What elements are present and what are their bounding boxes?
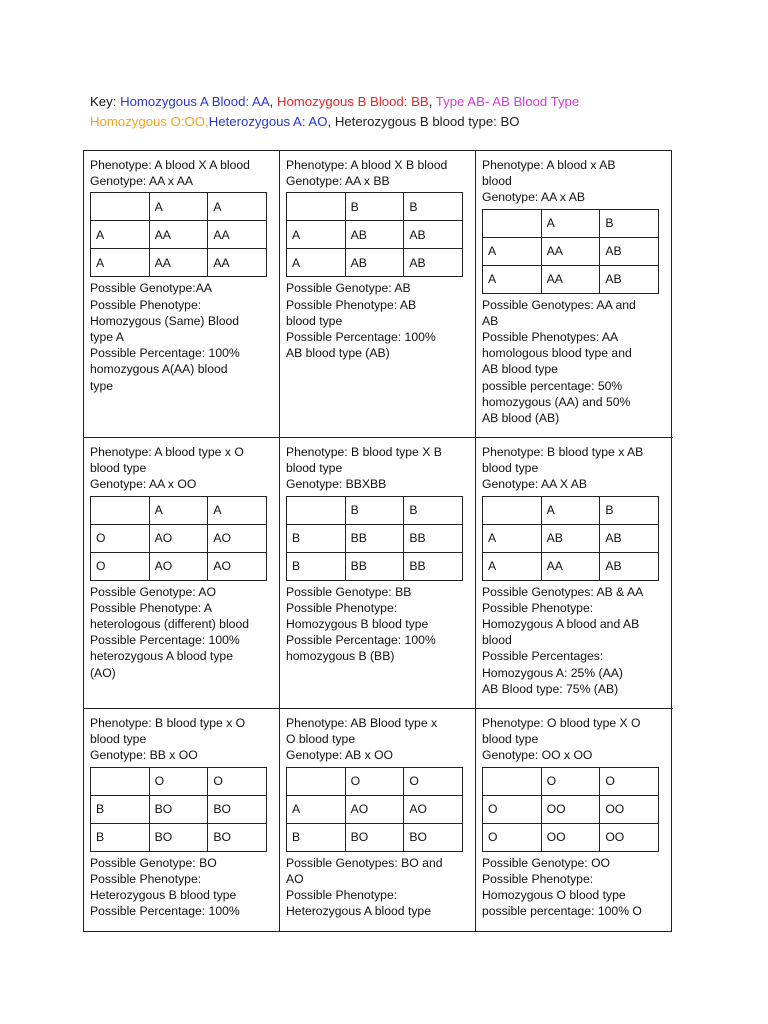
punnett-cell: BB: [345, 524, 404, 552]
punnett-row: [287, 795, 463, 823]
punnett-row: [91, 193, 267, 221]
punnett-cell: B: [345, 496, 404, 524]
punnett-cell: AA: [208, 249, 267, 277]
punnett-cell: B: [404, 496, 463, 524]
punnett-cell: O: [541, 767, 600, 795]
cross-heading: Phenotype: B blood type x AB blood type Genotype: AA X AB: [482, 445, 644, 492]
cross-cell: [476, 438, 673, 709]
punnett-cell: AB: [541, 524, 600, 552]
punnett-cell: [287, 193, 346, 221]
punnett-row: [483, 496, 659, 524]
punnett-row: [91, 552, 267, 580]
punnett-cell: AA: [149, 221, 208, 249]
punnett-square: [482, 767, 659, 852]
punnett-row: [287, 221, 463, 249]
punnett-cell: BO: [208, 795, 267, 823]
punnett-cell: A: [149, 193, 208, 221]
punnett-row: [91, 823, 267, 851]
punnett-cell: A: [541, 209, 600, 237]
punnett-cell: AB: [600, 524, 659, 552]
punnett-cell: AO: [345, 795, 404, 823]
punnett-cell: [287, 496, 346, 524]
cross-heading: Phenotype: A blood X A blood Genotype: AA x AA: [90, 158, 250, 189]
punnett-cell: A: [208, 193, 267, 221]
punnett-cell: A: [483, 524, 542, 552]
cross-results: Possible Genotype: BB Possible Phenotype: Homozygous B blood type Possible Percentage: 100% homozygous B (BB): [286, 584, 436, 664]
punnett-row: [91, 221, 267, 249]
key-heterozygous-a: Heterozygous A: AO: [208, 114, 328, 129]
punnett-row: [287, 524, 463, 552]
punnett-cell: OO: [541, 823, 600, 851]
punnett-cell: O: [483, 795, 542, 823]
punnett-row: [91, 767, 267, 795]
key-line-2: [90, 112, 579, 132]
cross-heading: Phenotype: A blood x AB blood Genotype: AA x AB: [482, 158, 616, 205]
punnett-cell: A: [208, 496, 267, 524]
punnett-cell: A: [287, 221, 346, 249]
punnett-cell: AB: [404, 221, 463, 249]
punnett-cell: O: [404, 767, 463, 795]
punnett-cell: AO: [404, 795, 463, 823]
punnett-row: [483, 209, 659, 237]
cross-results: Possible Genotypes: AB & AA Possible Phenotype: Homozygous A blood and AB blood Possible Percentages: Homozygous A: 25% (AA) AB Blood type: 75% (AB): [482, 584, 644, 696]
punnett-cell: [91, 767, 150, 795]
punnett-cell: [483, 496, 542, 524]
punnett-cell: OO: [600, 795, 659, 823]
punnett-cell: B: [600, 496, 659, 524]
cross-cell: [84, 151, 280, 438]
punnett-cell: A: [287, 249, 346, 277]
punnett-square: [286, 496, 463, 581]
cross-cell: [84, 709, 280, 931]
cross-heading: Phenotype: A blood type x O blood type Genotype: AA x OO: [90, 445, 244, 492]
punnett-cell: AA: [149, 249, 208, 277]
punnett-cell: B: [91, 823, 150, 851]
cross-results: Possible Genotype: OO Possible Phenotype: Homozygous O blood type possible percentage: 100% O: [482, 855, 642, 919]
key-line-1: [90, 92, 579, 112]
cross-cell: [84, 438, 280, 709]
punnett-cell: BB: [404, 524, 463, 552]
punnett-cell: AO: [208, 524, 267, 552]
punnett-grid: [83, 150, 672, 932]
punnett-cell: AO: [208, 552, 267, 580]
punnett-cell: A: [91, 221, 150, 249]
punnett-cell: AB: [345, 221, 404, 249]
punnett-cell: B: [404, 193, 463, 221]
punnett-square: [90, 767, 267, 852]
key-homozygous-b: Homozygous B Blood: BB: [276, 94, 429, 109]
punnett-cell: AA: [208, 221, 267, 249]
punnett-cell: [287, 767, 346, 795]
punnett-cell: AB: [600, 237, 659, 265]
punnett-row: [287, 552, 463, 580]
punnett-row: [91, 249, 267, 277]
punnett-cell: B: [287, 552, 346, 580]
cross-results: Possible Genotypes: AA and AB Possible Phenotypes: AA homologous blood type and AB blood type possible percentage: 50% homozygous (AA) and 50% AB blood (AB): [482, 297, 636, 426]
punnett-cell: [483, 767, 542, 795]
punnett-row: [287, 496, 463, 524]
punnett-square: [482, 496, 659, 581]
punnett-row: [287, 193, 463, 221]
punnett-cell: A: [91, 249, 150, 277]
punnett-cell: O: [91, 552, 150, 580]
punnett-cell: A: [287, 795, 346, 823]
cross-results: Possible Genotype: AO Possible Phenotype: A heterologous (different) blood Possible Percentage: 100% heterozygous A blood type (AO): [90, 584, 249, 680]
punnett-cell: O: [91, 524, 150, 552]
key-homozygous-o: Homozygous O:OO,: [90, 114, 209, 129]
punnett-cell: B: [91, 795, 150, 823]
punnett-cell: AA: [541, 265, 600, 293]
key-homozygous-a: Homozygous A Blood: AA: [120, 94, 270, 109]
cross-results: Possible Genotypes: BO and AO Possible Phenotype: Heterozygous A blood type: [286, 855, 443, 919]
punnett-cell: BO: [345, 823, 404, 851]
cross-results: Possible Genotype: BO Possible Phenotype: Heterozygous B blood type Possible Percentage: 100%: [90, 855, 240, 919]
punnett-cell: BB: [345, 552, 404, 580]
punnett-square: [286, 192, 463, 277]
punnett-row: [91, 496, 267, 524]
punnett-cell: AO: [149, 552, 208, 580]
punnett-cell: O: [600, 767, 659, 795]
punnett-cell: B: [345, 193, 404, 221]
cross-results: Possible Genotype: AB Possible Phenotype: AB blood type Possible Percentage: 100% AB blood type (AB): [286, 281, 436, 361]
punnett-cell: [91, 193, 150, 221]
cross-heading: Phenotype: A blood X B blood Genotype: AA x BB: [286, 158, 448, 189]
punnett-row: [483, 823, 659, 851]
punnett-cell: [91, 496, 150, 524]
punnett-cell: AB: [600, 552, 659, 580]
punnett-cell: [483, 209, 542, 237]
punnett-cell: BO: [149, 823, 208, 851]
punnett-square: [482, 209, 659, 294]
punnett-cell: AB: [600, 265, 659, 293]
punnett-cell: BO: [208, 823, 267, 851]
punnett-cell: O: [149, 767, 208, 795]
cross-cell: [476, 709, 673, 931]
punnett-cell: B: [287, 823, 346, 851]
punnett-cell: BO: [404, 823, 463, 851]
punnett-row: [287, 823, 463, 851]
key-heterozygous-b: , Heterozygous B blood type: BO: [327, 114, 520, 129]
punnett-row: [483, 265, 659, 293]
punnett-cell: A: [483, 265, 542, 293]
punnett-row: [483, 524, 659, 552]
punnett-cell: AA: [541, 552, 600, 580]
punnett-cell: AB: [345, 249, 404, 277]
punnett-cell: O: [208, 767, 267, 795]
punnett-cell: AO: [149, 524, 208, 552]
punnett-row: [483, 237, 659, 265]
punnett-cell: O: [345, 767, 404, 795]
punnett-cell: BO: [149, 795, 208, 823]
cross-heading: Phenotype: O blood type X O blood type Genotype: OO x OO: [482, 716, 641, 763]
cross-cell: [280, 438, 476, 709]
punnett-cell: O: [483, 823, 542, 851]
punnett-cell: AB: [404, 249, 463, 277]
punnett-row: [91, 795, 267, 823]
punnett-cell: B: [600, 209, 659, 237]
punnett-row: [287, 767, 463, 795]
punnett-cell: A: [483, 552, 542, 580]
cross-cell: [280, 151, 476, 438]
punnett-cell: OO: [600, 823, 659, 851]
punnett-cell: A: [483, 237, 542, 265]
punnett-cell: B: [287, 524, 346, 552]
cross-heading: Phenotype: AB Blood type x O blood type Genotype: AB x OO: [286, 716, 438, 763]
key-type-ab: Type AB- AB Blood Type: [435, 94, 580, 109]
punnett-cell: OO: [541, 795, 600, 823]
cross-heading: Phenotype: B blood type X B blood type Genotype: BBXBB: [286, 445, 442, 492]
cross-cell: [280, 709, 476, 931]
key-separator: ,: [269, 94, 277, 109]
punnett-cell: A: [149, 496, 208, 524]
punnett-row: [483, 767, 659, 795]
punnett-square: [90, 496, 267, 581]
punnett-square: [90, 192, 267, 277]
cross-heading: Phenotype: B blood type x O blood type Genotype: BB x OO: [90, 716, 246, 763]
punnett-row: [483, 552, 659, 580]
punnett-row: [91, 524, 267, 552]
punnett-row: [483, 795, 659, 823]
punnett-cell: AA: [541, 237, 600, 265]
punnett-cell: BB: [404, 552, 463, 580]
key-separator: ,: [428, 94, 436, 109]
punnett-square: [286, 767, 463, 852]
punnett-row: [287, 249, 463, 277]
punnett-cell: A: [541, 496, 600, 524]
cross-results: Possible Genotype:AA Possible Phenotype: Homozygous (Same) Blood type A Possible Percentage: 100% homozygous A(AA) blood type: [90, 281, 240, 393]
key-label: Key:: [90, 94, 121, 109]
cross-cell: [476, 151, 673, 438]
color-key: [90, 92, 579, 132]
